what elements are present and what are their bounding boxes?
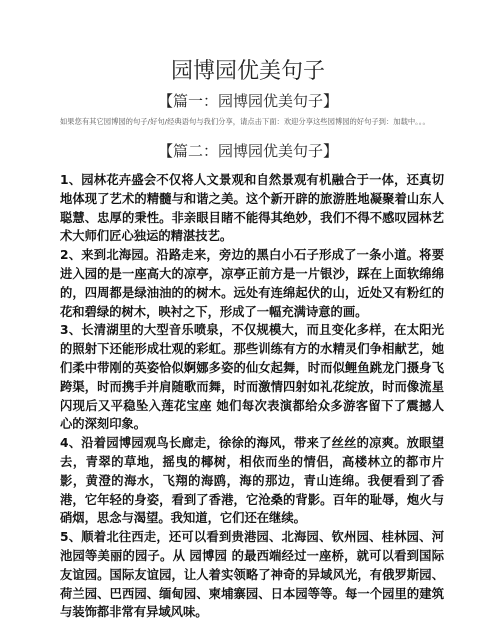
section-heading-2: 【篇二：园博园优美句子】: [157, 142, 338, 160]
article-body: [60, 171, 444, 622]
paragraph-5: 5、顺着北往西走，还可以看到贵港园、北海园、钦州园、桂林园、河池园等美丽的园子。从 园博园 的最西端经过一座桥，就可以看到国际友谊园。国际友谊园，让人着实领略了神奇的异域风光，有俄罗斯园、荷兰园、巴西园、缅甸园、柬埔寨园、日本园等等。每一个园里的建筑与装饰都非常有异域风味。: [60, 530, 444, 620]
section-heading-1: 【篇一：园博园优美句子】: [157, 92, 338, 110]
paragraph-4: 4、沿着园博园观鸟长廊走，徐徐的海风，带来了丝丝的凉爽。放眼望去，青翠的草地，摇曳的椰树，相依而坐的情侣，高楼林立的都市片影，黄澄的海水，飞翔的海鸥，海的那边，青山连绵。我便看到了香港，它年轻的身姿，看到了香港，它沧桑的背影。百年的耻辱，炮火与硝烟，思念与渴望。我知道，它们还在继续。: [60, 436, 444, 526]
paragraph-1: 1、园林花卉盛会不仅将人文景观和自然景观有机融合于一体，还真切地体现了艺术的精髓与和谐之美。这个新开辟的旅游胜地凝聚着山东人聪慧、忠厚的秉性。非亲眼目睹不能得其绝妙，我们不得不感叹园林艺术大师们匠心独运的精湛技艺。: [60, 173, 444, 244]
intro-note: 如果您有其它园博园的句子/好句/经典语句与我们分享，请点击下面：欢迎分享这些园博园的好句子到：加载中。。。: [60, 117, 430, 126]
page-title: 园博园优美句子: [170, 59, 325, 84]
paragraph-3: 3、长清湖里的大型音乐喷泉，不仅规模大，而且变化多样，在太阳光的照射下还能形成壮观的彩虹。那些训练有方的水精灵们争相献艺，她们柔中带刚的英姿恰似婀娜多姿的仙女起舞，时而似鲤鱼跳龙门摄身飞跨渠，时而携手并肩随歌而舞，时而激情四射如礼花绽放，时而像流星闪现后又平稳坠入莲花宝座 她们每次表演都给众多游客留下了震撼人心的深刻印象。: [60, 323, 444, 432]
paragraph-2: 2、来到北海园。沿路走来，旁边的黑白小石子形成了一条小道。将要进入园的是一座高大的凉亭，凉亭正前方是一片银沙，踩在上面软绵绵的，四周都是绿油油的的树木。远处有连绵起伏的山，近处又有粉红的花和碧绿的树木，映衬之下，形成了一幅充满诗意的画。: [60, 248, 444, 319]
